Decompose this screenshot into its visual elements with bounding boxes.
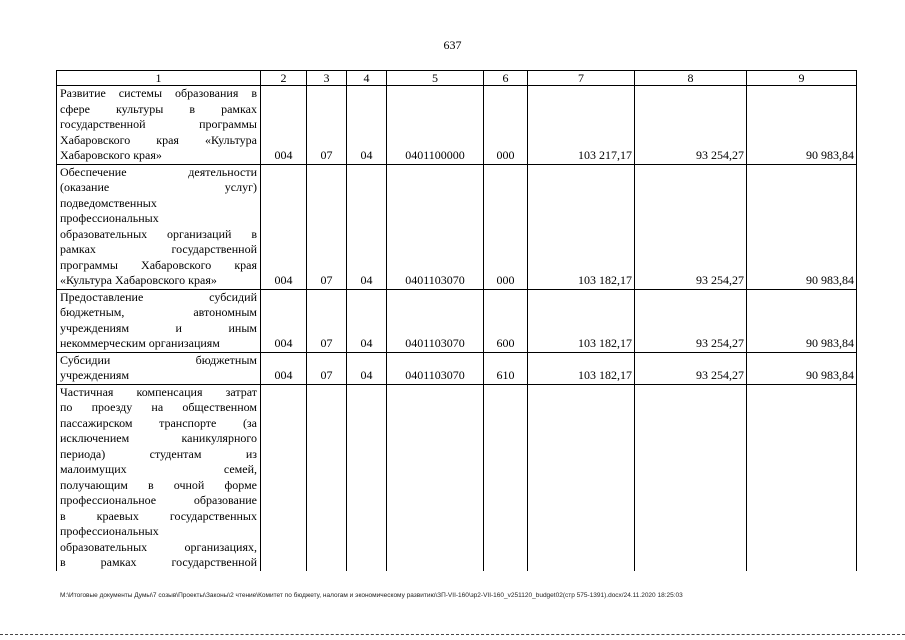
row-name-line: учреждениям и иным xyxy=(60,320,257,335)
row-name-line: профессиональных xyxy=(60,524,159,538)
budget-table xyxy=(56,70,857,571)
row-name-line: государственной программы xyxy=(60,117,257,131)
column-header: 1 xyxy=(57,71,261,86)
row-name-line: профессиональных xyxy=(60,211,159,225)
column-header: 3 xyxy=(307,71,347,86)
page-cut-line xyxy=(0,634,905,635)
code-cell xyxy=(261,384,307,571)
row-name-line: образовательных организациях, xyxy=(60,539,257,554)
amount-cell: 103 217,17 xyxy=(528,86,635,165)
row-name-line: сфере культуры в рамках xyxy=(60,101,257,116)
row-name-line: подведомственных xyxy=(60,195,157,210)
amount-cell: 103 182,17 xyxy=(528,164,635,289)
code-cell: 610 xyxy=(484,352,528,384)
row-name-line: пассажирском транспорте (за xyxy=(60,415,257,430)
amount-cell xyxy=(528,384,635,571)
amount-cell: 103 182,17 xyxy=(528,352,635,384)
page-number: 637 xyxy=(443,38,462,52)
table-row xyxy=(57,164,857,289)
row-name-line: в рамках государственной xyxy=(60,555,257,569)
amount-cell: 90 983,84 xyxy=(747,164,857,289)
row-name-line: рамках государственной xyxy=(60,242,257,256)
code-cell: 000 xyxy=(484,164,528,289)
column-header-row xyxy=(57,71,857,86)
row-name-line: по проезду на общественном xyxy=(60,400,257,414)
code-cell: 04 xyxy=(347,86,387,165)
file-path-footer: M:\Итоговые документы Думы\7 созыв\Проекты\Законы\2 чтение\Комитет по бюджету, налогам и экономическому развитию\ЗП-VII-160\зр2-VII-160_v251120_budget02(стр 575-1391).docx/24.11.2020 18:25:03 xyxy=(60,592,683,599)
row-name-cell xyxy=(57,384,261,571)
code-cell: 04 xyxy=(347,289,387,352)
table-row xyxy=(57,86,857,165)
column-header: 2 xyxy=(261,71,307,86)
code-cell: 0401103070 xyxy=(387,164,484,289)
amount-cell: 93 254,27 xyxy=(635,289,747,352)
amount-cell: 103 182,17 xyxy=(528,289,635,352)
column-header: 8 xyxy=(635,71,747,86)
row-name-line: Обеспечение деятельности xyxy=(60,164,257,179)
code-cell: 07 xyxy=(307,352,347,384)
code-cell: 0401103070 xyxy=(387,352,484,384)
row-name-line: программы Хабаровского края xyxy=(60,257,257,272)
row-name-cell xyxy=(57,352,261,384)
row-name-line: Предоставление субсидий xyxy=(60,289,257,304)
code-cell xyxy=(484,384,528,571)
amount-cell: 93 254,27 xyxy=(635,86,747,165)
row-name-line: Хабаровского края» xyxy=(60,148,162,162)
code-cell: 0401100000 xyxy=(387,86,484,165)
row-name-cell xyxy=(57,289,261,352)
row-name-line: Хабаровского края «Культура xyxy=(60,132,257,147)
row-name-line: образовательных организаций в xyxy=(60,226,257,241)
table-row xyxy=(57,384,857,571)
row-name-cell xyxy=(57,86,261,165)
code-cell: 07 xyxy=(307,164,347,289)
row-name-line: бюджетным, автономным xyxy=(60,305,257,319)
row-name-line: (оказание услуг) xyxy=(60,180,257,194)
table-row xyxy=(57,352,857,384)
column-header: 9 xyxy=(747,71,857,86)
row-name-line: исключением каникулярного xyxy=(60,431,257,445)
column-header: 6 xyxy=(484,71,528,86)
column-header: 4 xyxy=(347,71,387,86)
row-name-cell xyxy=(57,164,261,289)
row-name-line: профессиональное образование xyxy=(60,493,257,507)
row-name-line: Частичная компенсация затрат xyxy=(60,384,257,399)
column-header: 5 xyxy=(387,71,484,86)
row-name-line: некоммерческим организациям xyxy=(60,336,220,350)
row-name-line: учреждениям xyxy=(60,368,130,382)
code-cell: 04 xyxy=(347,352,387,384)
amount-cell: 90 983,84 xyxy=(747,289,857,352)
code-cell: 600 xyxy=(484,289,528,352)
code-cell: 004 xyxy=(261,86,307,165)
row-name-line: «Культура Хабаровского края» xyxy=(60,273,217,287)
table-row xyxy=(57,289,857,352)
code-cell: 004 xyxy=(261,352,307,384)
row-name-line: Субсидии бюджетным xyxy=(60,352,257,367)
code-cell xyxy=(347,384,387,571)
amount-cell: 90 983,84 xyxy=(747,352,857,384)
amount-cell xyxy=(747,384,857,571)
row-name-line: Развитие системы образования в xyxy=(60,86,257,100)
amount-cell: 93 254,27 xyxy=(635,352,747,384)
code-cell xyxy=(387,384,484,571)
row-name-line: получающим в очной форме xyxy=(60,477,257,492)
column-header: 7 xyxy=(528,71,635,86)
row-name-line: в краевых государственных xyxy=(60,508,257,523)
code-cell: 0401103070 xyxy=(387,289,484,352)
code-cell xyxy=(307,384,347,571)
amount-cell: 93 254,27 xyxy=(635,164,747,289)
amount-cell: 90 983,84 xyxy=(747,86,857,165)
code-cell: 07 xyxy=(307,289,347,352)
code-cell: 04 xyxy=(347,164,387,289)
code-cell: 004 xyxy=(261,289,307,352)
row-name-line: периода) студентам из xyxy=(60,446,257,461)
row-name-line: малоимущих семей, xyxy=(60,462,257,476)
code-cell: 07 xyxy=(307,86,347,165)
code-cell: 000 xyxy=(484,86,528,165)
code-cell: 004 xyxy=(261,164,307,289)
amount-cell xyxy=(635,384,747,571)
